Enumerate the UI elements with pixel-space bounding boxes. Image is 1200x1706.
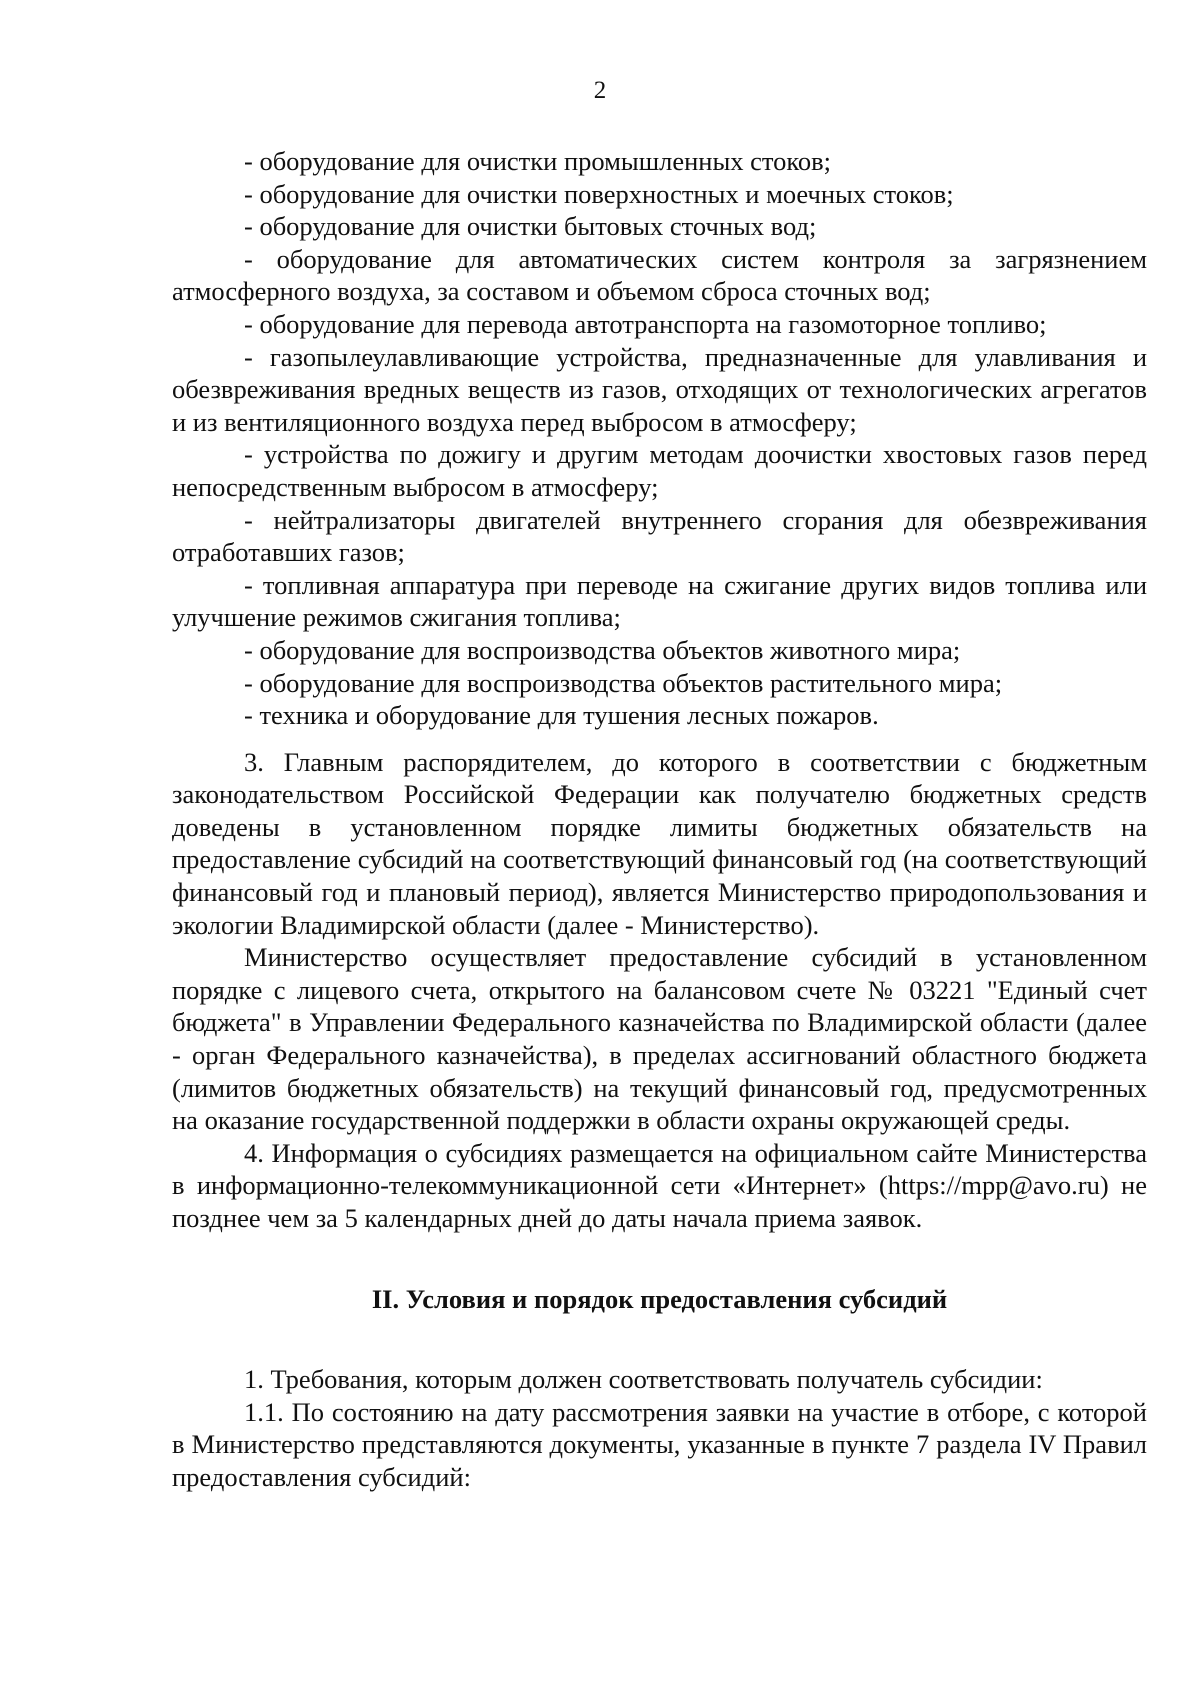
- list-item: - оборудование для перевода автотранспорта на газомоторное топливо;: [244, 308, 1047, 339]
- list-item: - нейтрализаторы двигателей внутреннего сгорания для обезвреживания отработавших газов;: [172, 504, 1147, 568]
- list-item: - оборудование для очистки бытовых сточных вод;: [244, 211, 817, 242]
- list-item: - оборудование для очистки поверхностных и моечных стоков;: [244, 178, 954, 209]
- list-item: - оборудование для воспроизводства объектов растительного мира;: [244, 667, 1003, 698]
- list-item: - топливная аппаратура при переводе на сжигание других видов топлива или улучшение режимов сжигания топлива;: [172, 569, 1147, 633]
- section-heading: II. Условия и порядок предоставления субсидий: [371, 1283, 948, 1314]
- document-body: [172, 145, 1147, 1494]
- list-item: - оборудование для очистки промышленных стоков;: [244, 146, 832, 176]
- paragraph-item-1-1: 1.1. По состоянию на дату рассмотрения заявки на участие в отборе, с которой в Министерство представляются документы, указанные в пункте 7 раздела IV Правил предоставления субсидий:: [172, 1396, 1147, 1492]
- list-item: - газопылеулавливающие устройства, предназначенные для улавливания и обезвреживания вредных веществ из газов, отходящих от технологических агрегатов и из вентиляционного воздуха перед выбросом в атмосферу;: [172, 341, 1147, 437]
- paragraph-item-4: 4. Информация о субсидиях размещается на официальном сайте Министерства в информационно-телекоммуникационной сети «Интернет» (https://mpp@avo.ru) не позднее чем за 5 календарных дней до даты начала приема заявок.: [172, 1137, 1147, 1233]
- list-item: - оборудование для воспроизводства объектов животного мира;: [244, 634, 961, 665]
- paragraph: Министерство осуществляет предоставление субсидий в установленном порядке с лицевого счета, открытого на балансовом счете № 03221 "Единый счет бюджета" в Управлении Федерального казначейства по Владимирской области (далее - орган Федерального казначейства), в пределах ассигнований областного бюджета (лимитов бюджетных обязательств) на текущий финансовый год, предусмотренных на оказание государственной поддержки в области охраны окружающей среды.: [172, 942, 1147, 1136]
- paragraph-item-3: 3. Главным распорядителем, до которого в соответствии с бюджетным законодательством Российской Федерации как получателю бюджетных средств доведены в установленном порядке лимиты бюджетных обязательств на предоставление субсидий на соответствующий финансовый год (на соответствующий финансовый год и плановый период), является Министерство природопользования и экологии Владимирской области (далее - Министерство).: [172, 746, 1147, 940]
- paragraph-item-1: 1. Требования, которым должен соответствовать получатель субсидии:: [244, 1364, 1043, 1395]
- page-number: 2: [593, 77, 607, 104]
- list-item: - устройства по дожигу и другим методам доочистки хвостовых газов перед непосредственным выбросом в атмосферу;: [172, 439, 1147, 502]
- list-item: - техника и оборудование для тушения лесных пожаров.: [244, 700, 879, 731]
- list-item: - оборудование для автоматических систем контроля за загрязнением атмосферного воздуха, за составом и объемом сброса сточных вод;: [172, 243, 1147, 307]
